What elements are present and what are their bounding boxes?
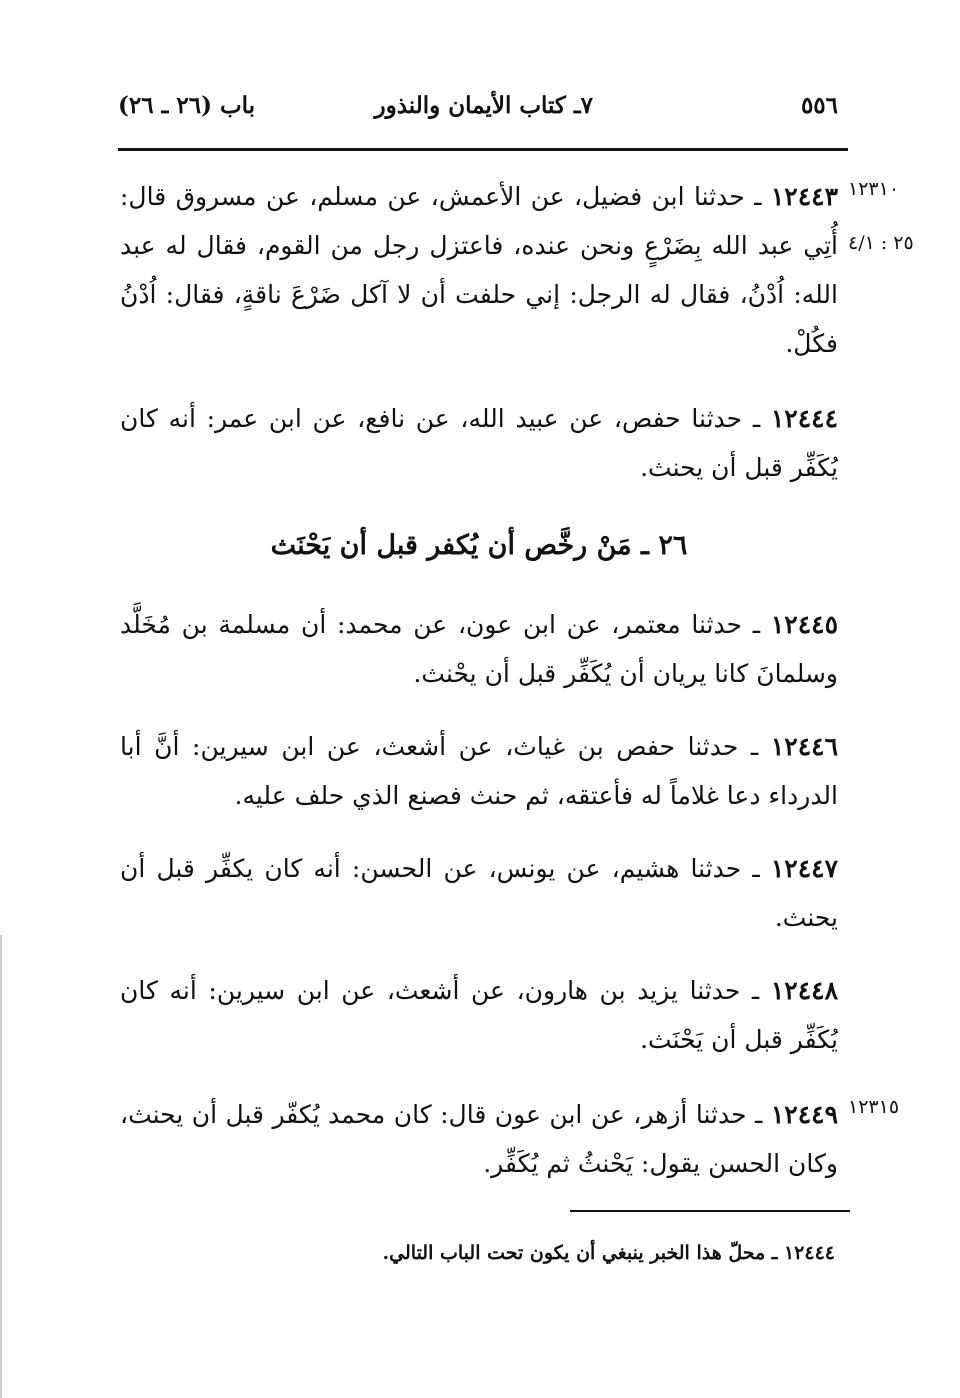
hadith-number: ١٢٤٤٩ — [770, 1100, 838, 1129]
hadith-12444 — [120, 394, 838, 492]
scan-edge-line — [0, 935, 2, 1398]
hadith-number: ١٢٤٤٥ — [770, 610, 838, 639]
hadith-number: ١٢٤٤٣ — [770, 182, 838, 211]
page-header — [118, 92, 838, 132]
hadith-number: ١٢٤٤٨ — [770, 976, 838, 1005]
hadith-12445 — [120, 600, 838, 698]
hadith-12443 — [120, 172, 838, 368]
footnote-rule — [570, 1210, 850, 1212]
footnote-text: ـ محلّ هذا الخبر ينبغي أن يكون تحت الباب التالي. — [382, 1242, 784, 1264]
hadith-12446 — [120, 722, 838, 820]
footnote-number: ١٢٤٤٤ — [783, 1242, 835, 1264]
margin-number-12310: ١٢٣١٠ — [848, 178, 900, 200]
hadith-12448 — [120, 966, 838, 1064]
hadith-text: ـ حدثنا هشيم، عن يونس، عن الحسن: أنه كان يكفِّر قبل أن يحنث. — [120, 854, 838, 932]
hadith-text: ـ حدثنا ابن فضيل، عن الأعمش، عن مسلم، عن مسروق قال: أُتِي عبد الله بِضَرْعٍ ونحن عنده، فاعتزل رجل من القوم، فقال له عبد الله: اُدْنُ، فقال له الرجل: إني حلفت أن لا آكل ضَرْعَ ناقةٍ، فقال: اُدْنُ فكُلْ. — [120, 182, 838, 358]
hadith-text: ـ حدثنا أزهر، عن ابن عون قال: كان محمد يُكفّر قبل أن يحنث، وكان الحسن يقول: يَحْنثُ ثم يُكَفِّر. — [120, 1100, 838, 1178]
hadith-text: ـ حدثنا حفص بن غياث، عن أشعث، عن ابن سيرين: أنَّ أبا الدرداء دعا غلاماً له فأعتقه، ثم حنث فصنع الذي حلف عليه. — [120, 732, 838, 810]
hadith-12449 — [120, 1090, 838, 1188]
section-title: ٢٦ ـ مَنْ رخَّص أن يُكفر قبل أن يَحْنَث — [270, 530, 688, 561]
page-number: ٥٥٦ — [800, 92, 838, 119]
hadith-number: ١٢٤٤٦ — [770, 732, 838, 761]
margin-number-12315: ١٢٣١٥ — [848, 1096, 900, 1118]
footnote — [300, 1238, 835, 1268]
hadith-text: ـ حدثنا يزيد بن هارون، عن أشعث، عن ابن سيرين: أنه كان يُكَفِّر قبل أن يَحْنَث. — [120, 976, 838, 1054]
header-rule — [118, 148, 848, 151]
hadith-text: ـ حدثنا معتمر، عن ابن عون، عن محمد: أن مسلمة بن مُخَلَّد وسلمانَ كانا يريان أن يُكَفِّر قبل أن يحْنث. — [120, 610, 838, 688]
hadith-text: ـ حدثنا حفص، عن عبيد الله، عن نافع، عن ابن عمر: أنه كان يُكَفِّر قبل أن يحنث. — [120, 404, 838, 482]
margin-reference: ٢٥ : ٤/١ — [848, 232, 914, 254]
hadith-number: ١٢٤٤٧ — [770, 854, 838, 883]
chapter-reference: باب (٢٦ ـ ٢٦) — [118, 92, 256, 119]
book-title: ٧ـ كتاب الأيمان والنذور — [374, 92, 593, 119]
hadith-12447 — [120, 844, 838, 942]
hadith-number: ١٢٤٤٤ — [770, 404, 838, 433]
